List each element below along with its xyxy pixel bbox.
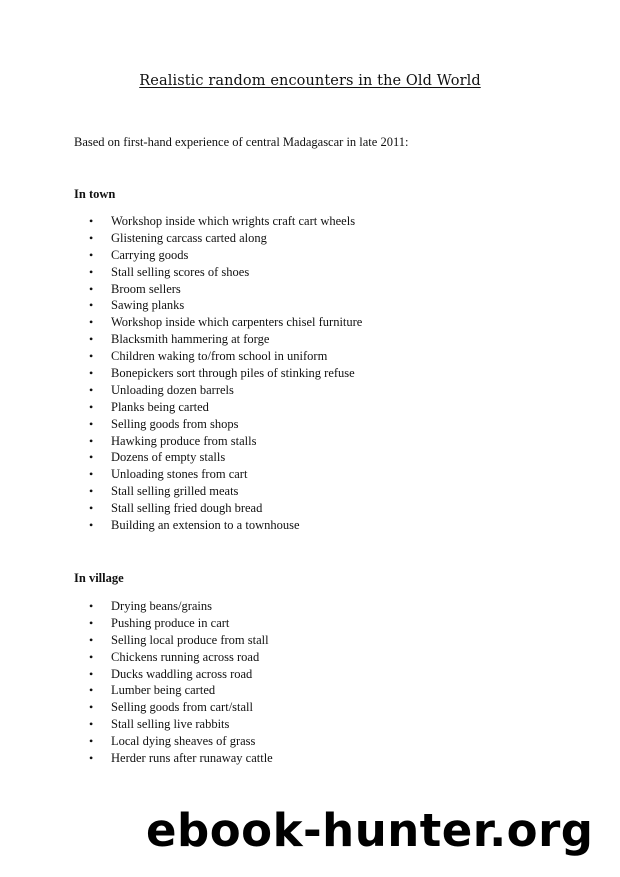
bullet-icon: • (89, 751, 94, 766)
list-item-text: Planks being carted (111, 399, 209, 414)
section-heading-village: In village (74, 571, 124, 585)
bullet-icon: • (89, 230, 94, 245)
list-item (89, 632, 273, 649)
bullet-icon: • (89, 467, 94, 482)
list-item-text: Broom sellers (111, 281, 181, 296)
bullet-icon: • (89, 298, 94, 313)
list-item-text: Carrying goods (111, 247, 189, 262)
list-item (89, 281, 362, 298)
bullet-icon: • (89, 416, 94, 431)
list-item (89, 314, 362, 331)
list-item-text: Building an extension to a townhouse (111, 518, 300, 533)
bullet-icon: • (89, 484, 94, 499)
list-item-text: Workshop inside which carpenters chisel furniture (111, 315, 363, 330)
list-item (89, 750, 273, 767)
list-item (89, 598, 273, 615)
list-item (89, 264, 362, 281)
list-item-text: Unloading stones from cart (111, 467, 248, 482)
bullet-icon: • (89, 450, 94, 465)
list-item (89, 247, 362, 264)
list-item (89, 230, 362, 247)
list-item (89, 666, 273, 683)
section-heading-town: In town (74, 187, 116, 201)
list-item-text: Lumber being carted (111, 683, 216, 698)
bullet-icon: • (89, 247, 94, 262)
list-item (89, 733, 273, 750)
list-item-text: Stall selling scores of shoes (111, 264, 250, 279)
list-item-text: Selling goods from cart/stall (111, 700, 253, 715)
list-item-text: Stall selling grilled meats (111, 484, 239, 499)
bullet-icon: • (89, 683, 94, 698)
bullet-icon: • (89, 433, 94, 448)
list-item-text: Workshop inside which wrights craft cart wheels (111, 214, 356, 228)
bullet-icon: • (89, 700, 94, 715)
list-item-text: Pushing produce in cart (111, 615, 230, 630)
bullet-icon: • (89, 501, 94, 516)
bullet-icon: • (89, 717, 94, 732)
list-item-text: Ducks waddling across road (111, 666, 253, 681)
list-item-text: Hawking produce from stalls (111, 433, 257, 448)
bullet-icon: • (89, 399, 94, 414)
list-item (89, 416, 362, 433)
list-item (89, 382, 362, 399)
list-item (89, 716, 273, 733)
list-item (89, 297, 362, 314)
list-item-text: Stall selling fried dough bread (111, 501, 263, 516)
page-title: Realistic random encounters in the Old World (139, 73, 481, 89)
list-item-text: Children waking to/from school in uniform (111, 349, 328, 364)
list-item (89, 649, 273, 666)
bullet-icon: • (89, 332, 94, 347)
bullet-icon: • (89, 366, 94, 381)
bullet-icon: • (89, 264, 94, 279)
village-encounters-list (89, 598, 273, 767)
bullet-icon: • (89, 649, 94, 664)
list-item-text: Dozens of empty stalls (111, 450, 226, 465)
list-item (89, 682, 273, 699)
list-item-text: Drying beans/grains (111, 599, 213, 613)
list-item (89, 348, 362, 365)
list-item-text: Selling local produce from stall (111, 632, 269, 647)
list-item (89, 466, 362, 483)
town-encounters-list (89, 213, 362, 534)
list-item (89, 517, 362, 534)
list-item (89, 365, 362, 382)
bullet-icon: • (89, 734, 94, 749)
watermark: ebook-hunter.org (146, 804, 594, 857)
bullet-icon: • (89, 281, 94, 296)
list-item-text: Selling goods from shops (111, 416, 239, 431)
list-item (89, 433, 362, 450)
list-item (89, 399, 362, 416)
bullet-icon: • (89, 315, 94, 330)
list-item (89, 615, 273, 632)
bullet-icon: • (89, 666, 94, 681)
list-item-text: Bonepickers sort through piles of stinking refuse (111, 366, 355, 381)
list-item-text: Glistening carcass carted along (111, 230, 267, 245)
list-item-text: Stall selling live rabbits (111, 717, 230, 732)
list-item-text: Local dying sheaves of grass (111, 734, 256, 749)
list-item (89, 213, 362, 230)
list-item-text: Chickens running across road (111, 649, 260, 664)
bullet-icon: • (89, 349, 94, 364)
bullet-icon: • (89, 518, 94, 533)
list-item-text: Sawing planks (111, 298, 185, 313)
list-item (89, 449, 362, 466)
bullet-icon: • (89, 632, 94, 647)
bullet-icon: • (89, 615, 94, 630)
bullet-icon: • (89, 214, 94, 228)
bullet-icon: • (89, 599, 94, 613)
bullet-icon: • (89, 382, 94, 397)
list-item-text: Blacksmith hammering at forge (111, 332, 270, 347)
list-item (89, 483, 362, 500)
list-item (89, 500, 362, 517)
list-item-text: Unloading dozen barrels (111, 382, 234, 397)
list-item (89, 331, 362, 348)
list-item-text: Herder runs after runaway cattle (111, 751, 273, 766)
intro-text: Based on first-hand experience of central Madagascar in late 2011: (74, 135, 409, 149)
list-item (89, 699, 273, 716)
